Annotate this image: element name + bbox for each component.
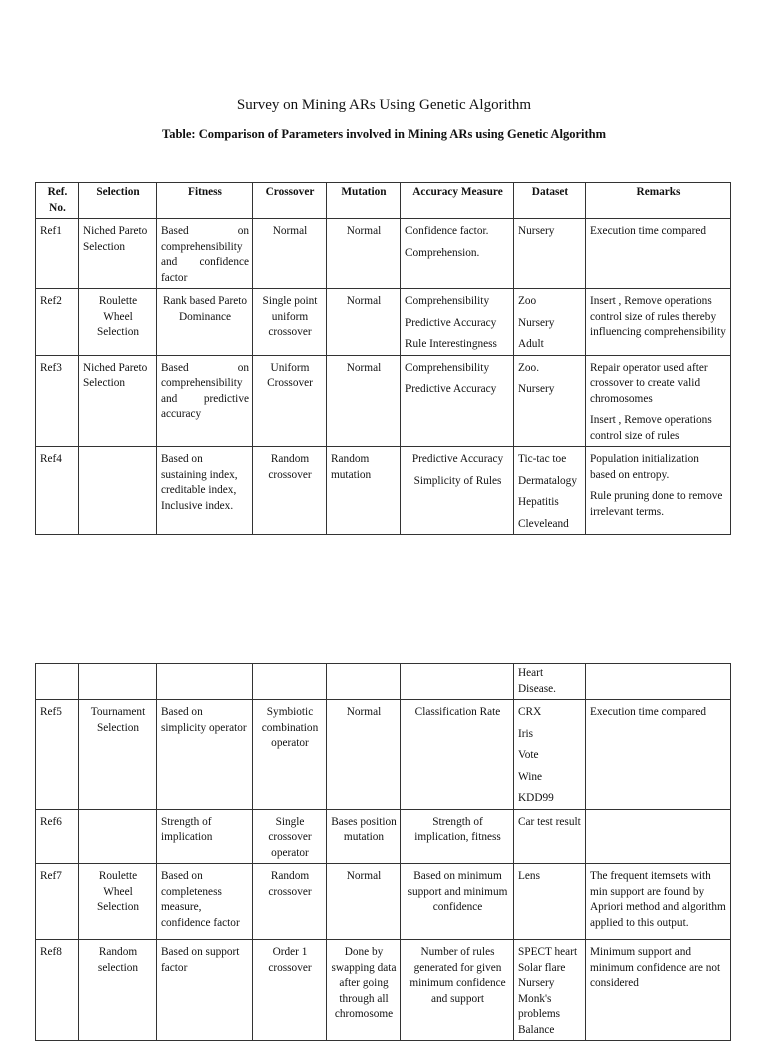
remarks-item: Execution time compared [590,225,707,237]
accuracy-cell [401,219,514,289]
crossover-cell: Order 1 crossover [253,940,327,1041]
dataset-cell [514,700,586,810]
remarks-cell [586,355,731,447]
accuracy-item: Rule Interestingness [405,338,497,350]
accuracy-cell: Based on minimum support and minimum confidence [401,864,514,940]
accuracy-item: Comprehension. [405,246,480,259]
mutation-cell: Done by swapping data after going through all chromosome [327,940,401,1041]
remarks-item: Insert , Remove operations control size of rules [590,414,712,442]
accuracy-item: Simplicity of Rules [413,474,502,487]
table-row [36,219,731,289]
fitness-cell: Based on sustaining index, creditable index, Inclusive index. [157,447,253,535]
mutation-cell: Normal [327,355,401,447]
selection-cell: Roulette Wheel Selection [79,289,157,356]
accuracy-cell [401,289,514,356]
remarks-cell [586,219,731,289]
mutation-cell: Bases position mutation [327,809,401,864]
table-row [36,700,731,810]
table-row [36,664,731,700]
remarks-cell [586,447,731,535]
accuracy-item: Comprehensibility [405,361,490,374]
ref-cell: Ref5 [36,700,79,810]
dataset-cell [514,355,586,447]
crossover-cell: Symbiotic combination operator [253,700,327,810]
remarks-cell: Execution time compared [586,700,731,810]
crossover-cell: Single point uniform crossover [253,289,327,356]
table-row [36,289,731,356]
fitness-cell: Based on simplicity operator [157,700,253,810]
ref-cell: Ref7 [36,864,79,940]
dataset-item: Tic-tac toe [518,453,567,465]
dataset-item: Nursery [518,977,555,989]
crossover-cell: Single crossover operator [253,809,327,864]
fitness-cell: Based on comprehensibility and confidence factor [157,219,253,289]
mutation-cell: Random mutation [327,447,401,535]
ref-cell: Ref8 [36,940,79,1041]
dataset-item: Adult [518,338,544,350]
dataset-item: Wine [518,770,543,783]
fitness-cell: Based on comprehensibility and predictive accuracy [157,355,253,447]
crossover-cell: Uniform Crossover [253,355,327,447]
mutation-cell: Normal [327,864,401,940]
accuracy-item: Predictive Accuracy [405,316,497,329]
dataset-item: Balance [518,1023,555,1036]
crossover-cell: Normal [253,219,327,289]
header-dataset: Dataset [514,183,586,219]
dataset-item: Nursery [518,225,555,237]
table-row [36,809,731,864]
remarks-item: Population initialization based on entropy. [590,453,699,481]
remarks-cell: The frequent itemsets with min support are found by Apriori method and algorithm applied to this output. [586,864,731,940]
dataset-item: Cleveleand [518,517,569,530]
dataset-item: Hepatitis [518,496,559,508]
dataset-cell [514,219,586,289]
selection-cell [79,447,157,535]
header-selection: Selection [79,183,157,219]
dataset-item: Dermatalogy [518,474,577,487]
fitness-cell: Strength of implication [157,809,253,864]
dataset-item: Nursery [518,383,555,395]
remarks-cell [586,289,731,356]
dataset-cell [514,447,586,535]
header-accuracy-measure: Accuracy Measure [401,183,514,219]
accuracy-cell: Strength of implication, fitness [401,809,514,864]
remarks-item: Repair operator used after crossover to create valid chromosomes [590,361,708,405]
remarks-item: Rule pruning done to remove irrelevant terms. [590,490,723,518]
header-ref-no: Ref. No. [36,183,79,219]
fitness-cell: Based on support factor [157,940,253,1041]
header-mutation: Mutation [327,183,401,219]
selection-cell: Niched Pareto Selection [79,355,157,447]
ref-cell: Ref1 [36,219,79,289]
accuracy-cell: Classification Rate [401,700,514,810]
selection-cell: Tournament Selection [79,700,157,810]
header-crossover: Crossover [253,183,327,219]
dataset-cell: Lens [514,864,586,940]
dataset-item: KDD99 [518,792,554,804]
table-row [36,447,731,535]
dataset-item: CRX [518,706,542,718]
ref-cell: Ref4 [36,447,79,535]
accuracy-cell [401,447,514,535]
dataset-item: Nursery [518,316,555,329]
header-fitness: Fitness [157,183,253,219]
dataset-item: Solar flare [518,961,566,974]
table-row [36,940,731,1041]
dataset-cell: Heart Disease. [514,664,586,700]
selection-cell: Roulette Wheel Selection [79,864,157,940]
comparison-table-page-2 [35,663,731,1041]
dataset-item: Iris [518,727,534,740]
fitness-cell: Rank based Pareto Dominance [157,289,253,356]
header-remarks: Remarks [586,183,731,219]
crossover-cell: Random crossover [253,447,327,535]
remarks-item: Insert , Remove operations control size of rules thereby influencing comprehensibility [590,295,726,338]
selection-cell: Random selection [79,940,157,1041]
dataset-item: Monk's problems [518,992,561,1020]
dataset-item: Vote [518,749,539,761]
table-header-row [36,183,731,219]
remarks-cell [586,809,731,864]
accuracy-item: Confidence factor. [405,225,489,237]
document-title: Survey on Mining ARs Using Genetic Algorithm [236,97,532,113]
dataset-item: SPECT heart [518,946,578,958]
dataset-cell [514,940,586,1041]
ref-cell: Ref6 [36,809,79,864]
dataset-item: Zoo. [518,361,540,374]
table-row [36,355,731,447]
crossover-cell: Random crossover [253,864,327,940]
table-row [36,864,731,940]
selection-cell [79,809,157,864]
fitness-cell: Based on completeness measure, confidence factor [157,864,253,940]
accuracy-cell: Number of rules generated for given minimum confidence and support [401,940,514,1041]
remarks-cell: Minimum support and minimum confidence are not considered [586,940,731,1041]
dataset-cell [514,289,586,356]
dataset-item: Zoo [518,295,537,307]
accuracy-item: Comprehensibility [405,295,490,307]
accuracy-item: Predictive Accuracy [411,453,504,465]
mutation-cell: Normal [327,289,401,356]
ref-cell: Ref3 [36,355,79,447]
mutation-cell: Normal [327,219,401,289]
accuracy-cell [401,355,514,447]
mutation-cell: Normal [327,700,401,810]
accuracy-item: Predictive Accuracy [405,383,497,395]
table-caption: Table: Comparison of Parameters involved in Mining ARs using Genetic Algorithm [162,127,606,141]
ref-cell: Ref2 [36,289,79,356]
comparison-table-page-1 [35,182,731,535]
selection-cell: Niched Pareto Selection [79,219,157,289]
dataset-cell: Car test result [514,809,586,864]
